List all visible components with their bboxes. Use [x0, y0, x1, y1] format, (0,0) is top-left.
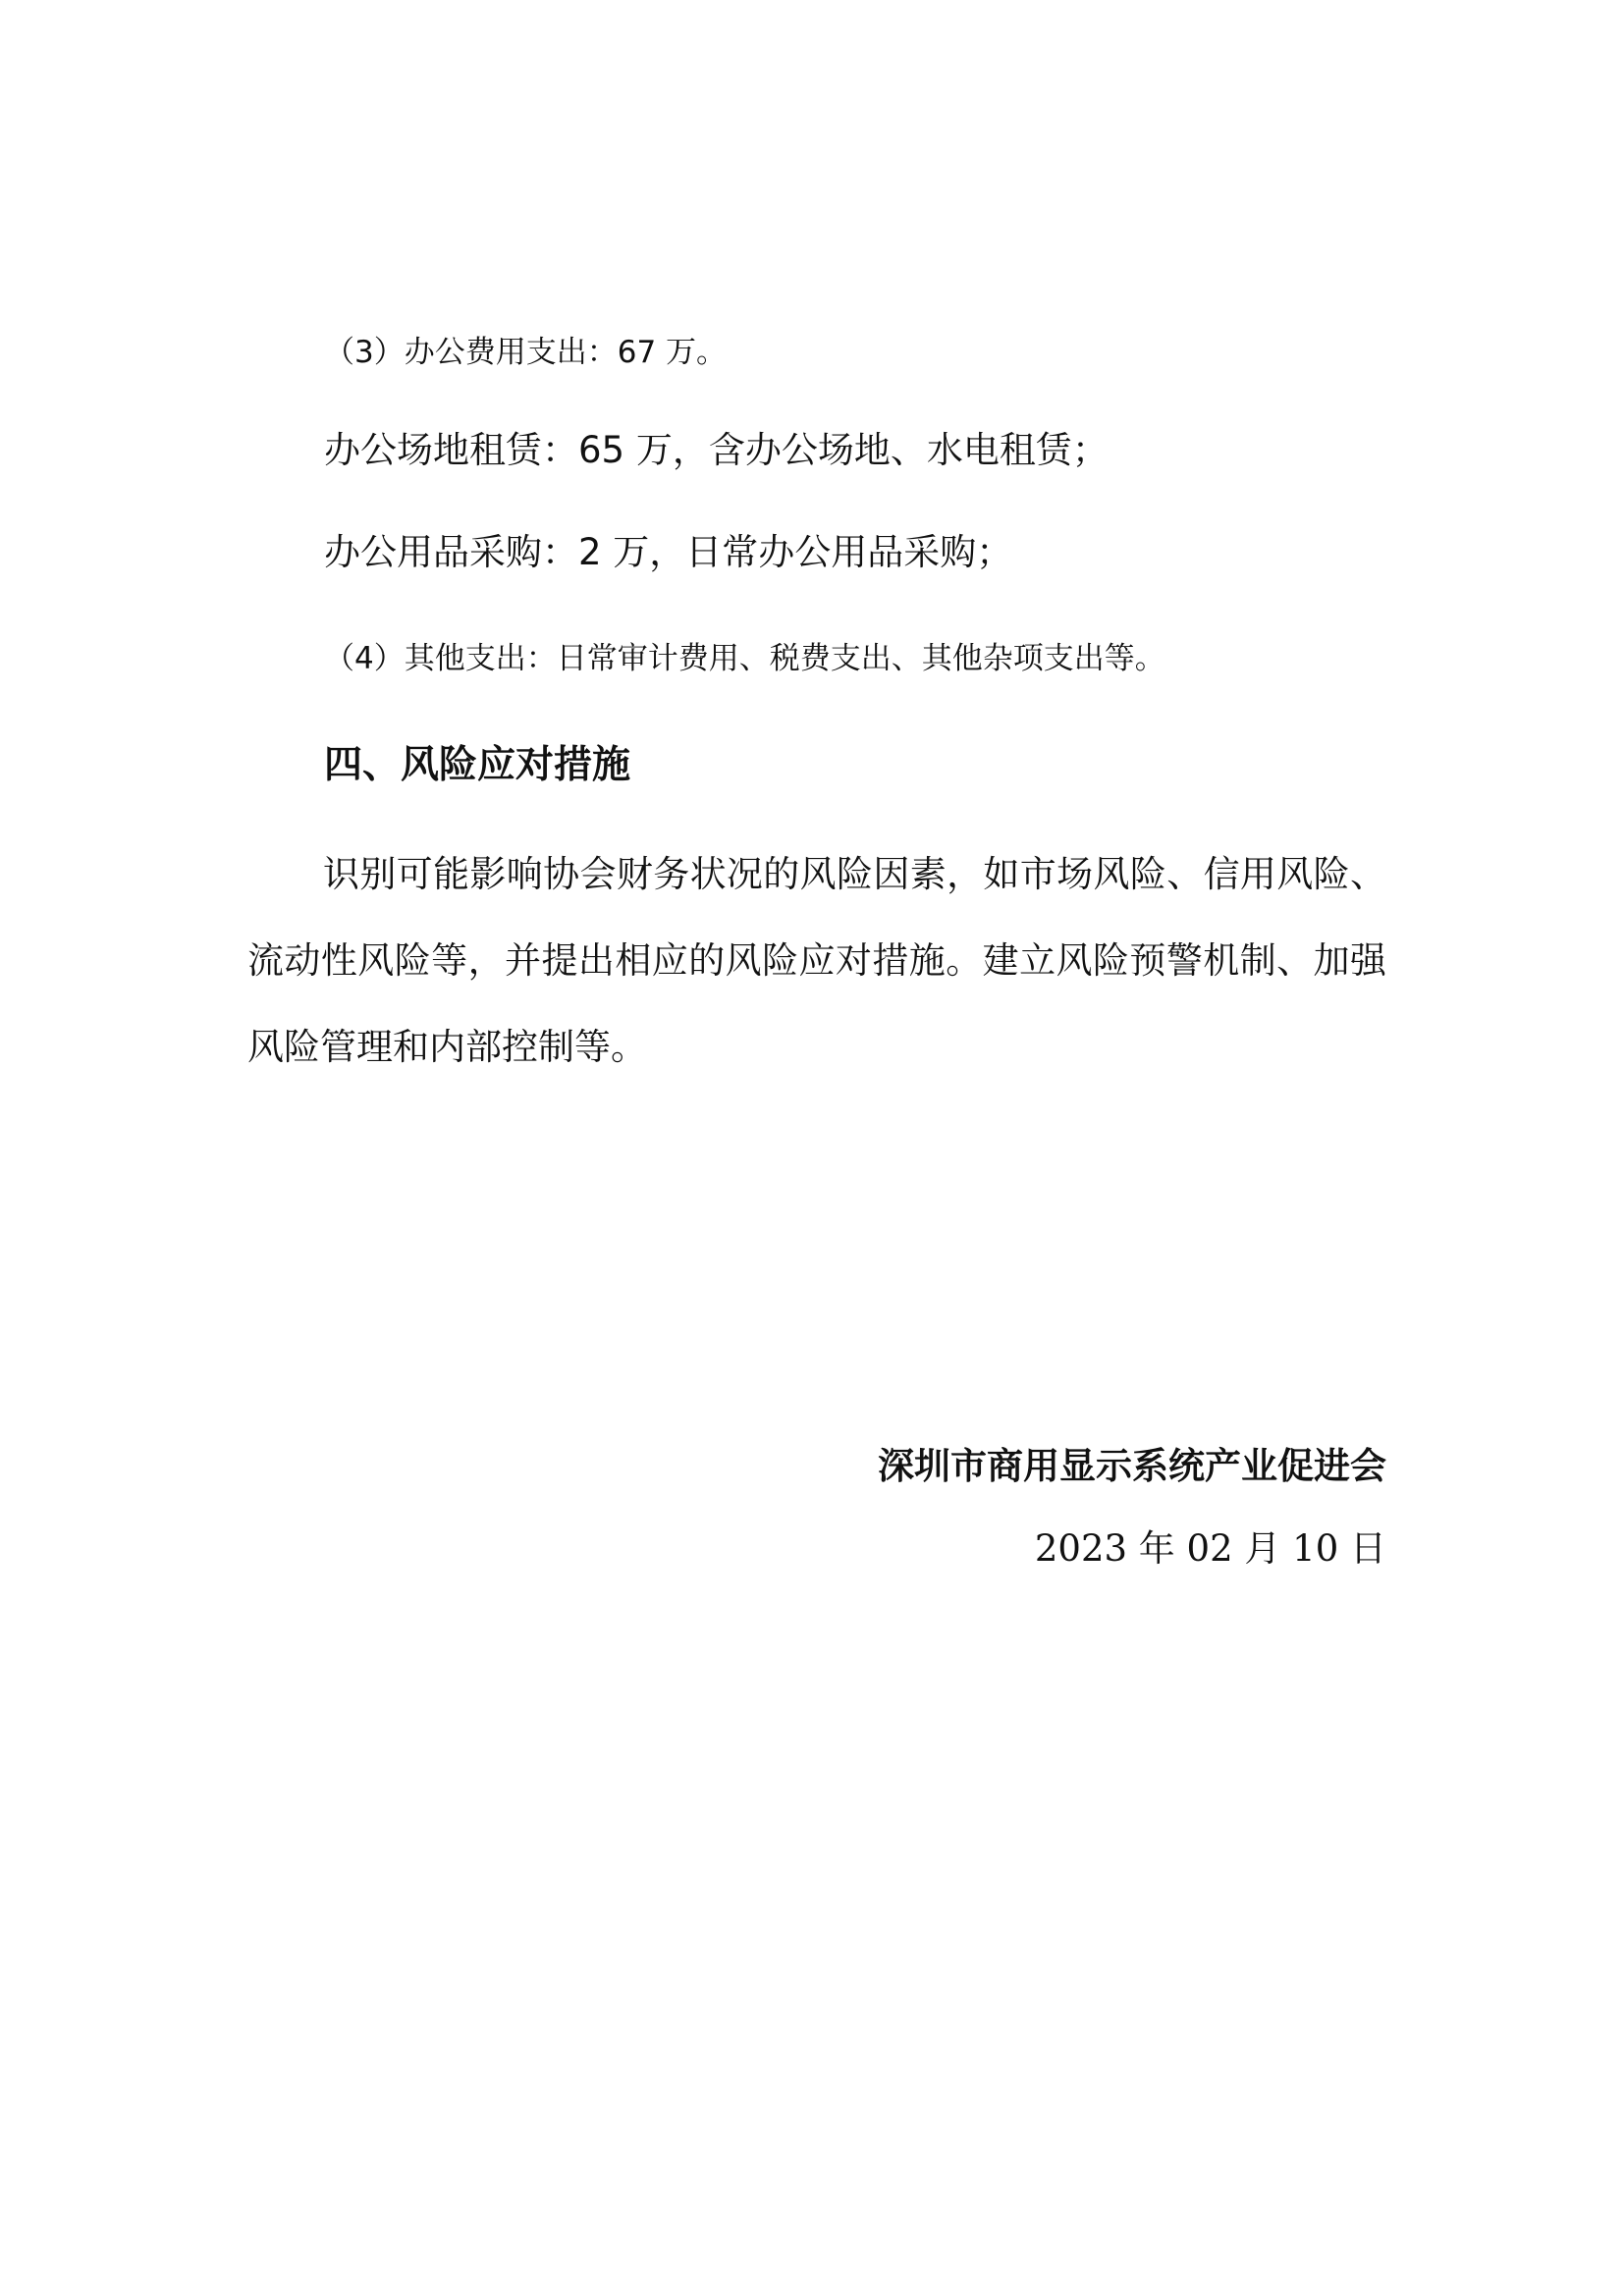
signature-organization: 深圳市商用显示系统产业促进会 — [878, 1444, 1386, 1487]
office-supplies-item: 办公用品采购：2 万，日常办公用品采购； — [324, 531, 1013, 573]
office-expense-item: （3）办公费用支出：67 万。 — [324, 335, 728, 370]
office-rent-item: 办公场地租赁：65 万，含办公场地、水电租赁； — [324, 429, 1109, 471]
other-expense-item: （4）其他支出：日常审计费用、税费支出、其他杂项支出等。 — [324, 641, 1165, 676]
risk-section-heading: 四、风险应对措施 — [324, 743, 631, 787]
signature-date: 2023 年 02 月 10 日 — [1034, 1527, 1386, 1570]
risk-section-paragraph: 识别可能影响协会财务状况的风险因素，如市场风险、信用风险、流动性风险等，并提出相应的风险应对措施。建立风险预警机制、加强风险管理和内部控制等。 — [247, 853, 1386, 1068]
